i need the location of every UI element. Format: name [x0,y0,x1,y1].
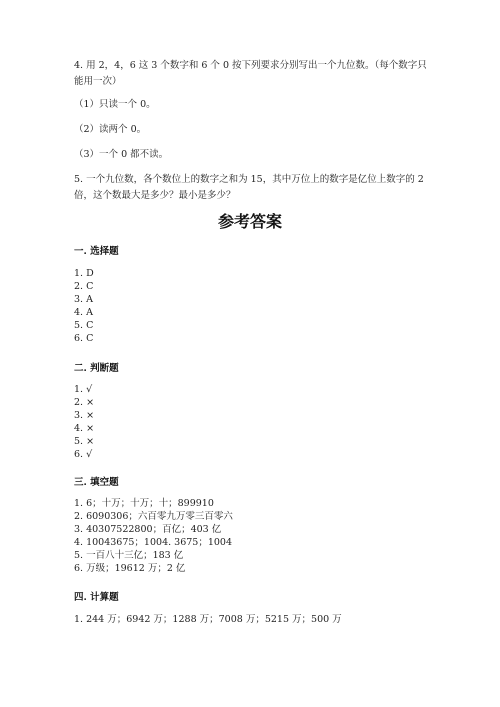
answer-item: 1. 244 万；6942 万；1288 万；7008 万；5215 万；500 万 [74,614,342,625]
section-heading-judgement: 二. 判断题 [74,363,119,374]
section-list-calculation [74,613,342,626]
answer-item: 4. 10043675；1004. 3675；1004 [74,537,233,548]
section-list-fill-blank [74,497,233,575]
answer-item: 1. 6；十万；十万；十；899910 [74,498,214,509]
answer-item: 1. D [74,268,94,279]
answer-item: 3. A [74,294,93,305]
answer-item: 2. 6090306；六百零九万零三百零六 [74,511,233,522]
answer-item: 4. A [74,307,93,318]
question-4-sub-2: （2）读两个 0。 [74,124,147,135]
answer-item: 1. √ [74,384,93,395]
answer-item: 6. C [74,333,94,344]
question-5-text: 5. 一个九位数，各个数位上的数字之和为 15，其中万位上的数字是亿位上数字的 2 倍，这个数最大是多少？最小是多少？ [74,174,424,201]
answer-item: 6. 万级；19612 万；2 亿 [74,563,186,574]
section-heading-fill-blank: 三. 填空题 [74,477,119,488]
section-heading-calculation: 四. 计算题 [74,592,119,603]
answer-item: 4. × [74,423,95,434]
answer-item: 2. × [74,397,95,408]
question-4-text: 4. 用 2，4，6 这 3 个数字和 6 个 0 按下列要求分别写出一个九位数。（每个数字只能用一次） [74,60,427,87]
answer-item: 5. C [74,320,94,331]
section-heading-choice: 一. 选择题 [74,246,119,257]
section-list-judgement [74,383,94,461]
answer-item: 5. × [74,436,95,447]
answer-item: 3. 40307522800；百亿；403 亿 [74,524,222,535]
question-4-sub-1: （1）只读一个 0。 [74,99,156,110]
question-4-sub-3: （3）一个 0 都不读。 [74,149,169,160]
answer-item: 3. × [74,410,95,421]
answer-item: 5. 一百八十三亿；183 亿 [74,550,184,561]
answer-title: 参考答案 [217,212,282,231]
answer-item: 6. √ [74,449,93,460]
section-list-choice [74,267,94,345]
answer-item: 2. C [74,281,94,292]
